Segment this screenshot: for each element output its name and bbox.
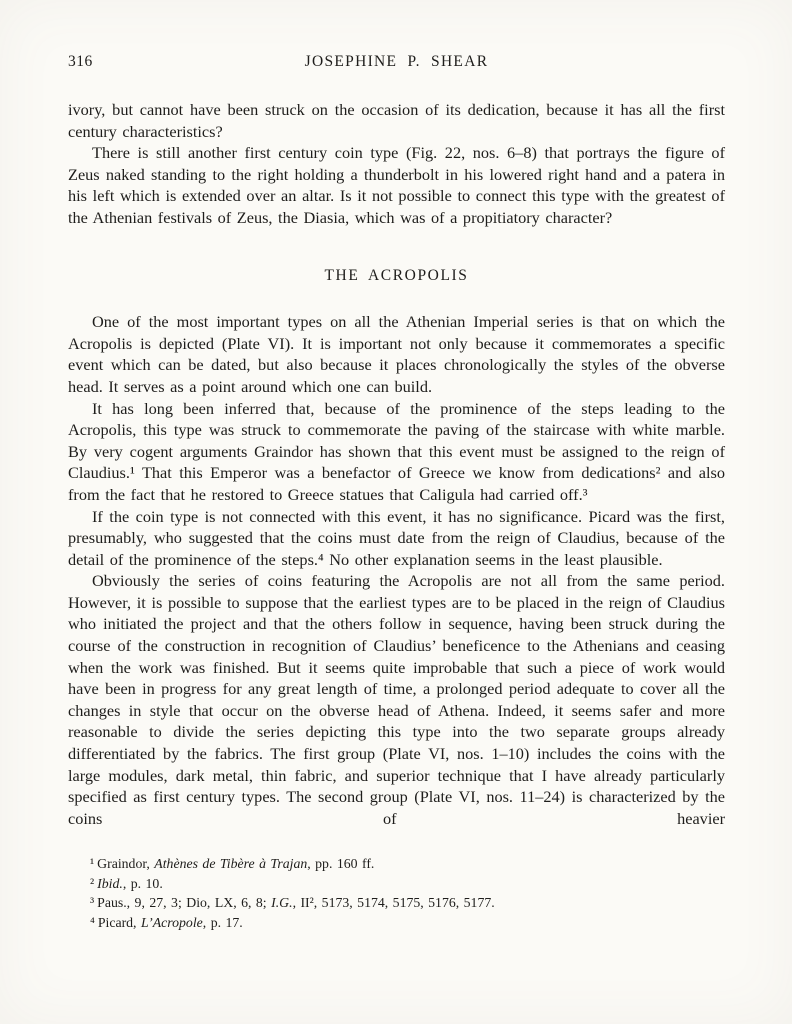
footnote-text: Graindor, (97, 856, 155, 872)
paragraph: One of the most important types on all the Athenian Imperial series is that on which the Acropolis is depicted (Plate VI). It is important not only because it commemorates a specific event which can be dated, but also because it places chronologically the styles of the obverse head. It serves as a point around which one can build. (68, 312, 725, 396)
paragraph: Obviously the series of coins featuring the Acropolis are not all from the same period. However, it is possible to suppose that the earliest types are to be placed in the reign of Claudius who initiated the project and that the others follow in sequence, having been struck during the course of the construction in recognition of Claudius’ beneficence to the Athenians and ceasing when the work was finished. But it seems quite improbable that such a piece of work would have been in progress for any great length of time, a prolonged period adequate to cover all the changes in style that occur on the obverse head of Athena. Indeed, it seems safer and more reasonable to divide the series depicting this type into the two separate groups already differentiated by the fabrics. The first group (Plate VI, nos. 1–10) includes the coins with the large modules, dark metal, thin fabric, and superior technique that I have already particularly specified as first century types. The second group (Plate VI, nos. 11–24) is characterized by the coins of heavier (68, 571, 725, 828)
footnote-text: , p. 10. (122, 875, 163, 891)
footnote (68, 913, 725, 933)
footnote-italic-title: I.G. (271, 895, 293, 911)
page-number: 316 (68, 53, 93, 70)
paragraph: It has long been inferred that, because of the prominence of the steps leading to the Acropolis, this type was struck to commemorate the paving of the staircase with white marble. By very cogent arguments Graindor has shown that this event must be assigned to the reign of Claudius.¹ That this Emperor was a benefactor of Greece we know from dedications² and also from the fact that he restored to Greece statues that Caligula had carried off.³ (68, 398, 725, 504)
footnote-italic-title: L’Acropole (140, 914, 203, 930)
section-heading: THE ACROPOLIS (324, 266, 469, 284)
footnote-marker: ² (90, 875, 95, 891)
footnote-text: Picard, (97, 914, 141, 930)
paragraph: If the coin type is not connected with this event, it has no significance. Picard was the first, presumably, who suggested that the coins must date from the reign of Claudius, because of the detail of the prominence of the steps.⁴ No other explanation seems in the least plausible. (68, 506, 725, 569)
footnotes-section (68, 854, 725, 932)
footnote-italic-title: Ibid. (97, 875, 123, 891)
page-body (68, 99, 725, 829)
footnote (68, 893, 725, 913)
paragraph: ivory, but cannot have been struck on the occasion of its dedication, because it has all the first century characteristics? (68, 100, 725, 141)
footnote-italic-title: Athènes de Tibère à Trajan (154, 856, 308, 872)
footnote (68, 874, 725, 894)
footnote-text: , pp. 160 ff. (307, 856, 375, 872)
footnote-text: , II², 5173, 5174, 5175, 5176, 5177. (292, 895, 495, 911)
footnote-text: Paus., 9, 27, 3; Dio, LX, 6, 8; (97, 895, 272, 911)
footnote-text: , p. 17. (202, 914, 243, 930)
running-header: JOSEPHINE P. SHEAR (304, 53, 489, 70)
footnote-marker: ⁴ (90, 914, 95, 930)
footnote-marker: ¹ (90, 856, 95, 872)
paragraph: There is still another first century coin type (Fig. 22, nos. 6–8) that portrays the figure of Zeus naked standing to the right holding a thunderbolt in his lowered right hand and a patera in his left which is extended over an altar. Is it not possible to connect this type with the greatest of the Athenian festivals of Zeus, the Diasia, which was of a propitiatory character? (68, 143, 725, 227)
page-header (68, 52, 725, 72)
footnote-marker: ³ (90, 895, 95, 911)
footnote (68, 854, 725, 874)
